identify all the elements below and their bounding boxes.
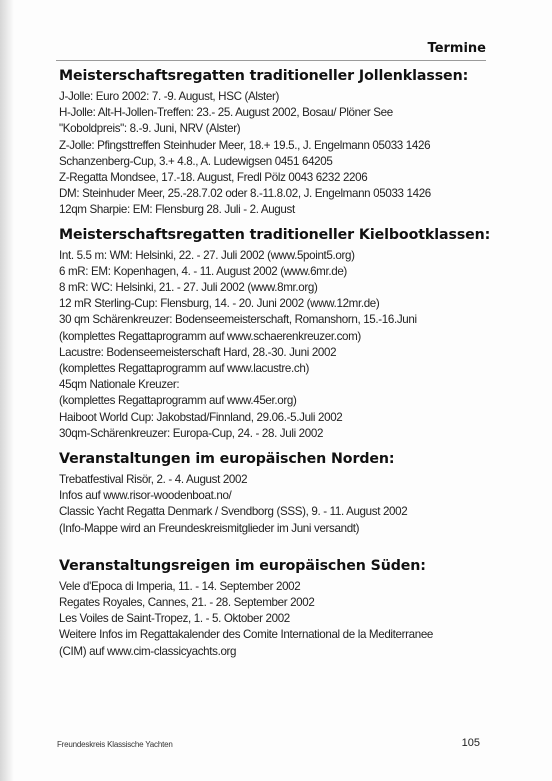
event-line: (komplettes Regattaprogramm auf www.lacustre.ch) — [59, 362, 309, 376]
page-content — [59, 66, 499, 660]
event-line: 45qm Nationale Kreuzer: — [59, 378, 180, 392]
event-line: Regates Royales, Cannes, 21. - 28. September 2002 — [59, 596, 315, 610]
event-line: Les Voiles de Saint-Tropez, 1. - 5. Oktober 2002 — [59, 612, 290, 626]
event-line: J-Jolle: Euro 2002: 7. -9. August, HSC (Alster) — [59, 90, 280, 103]
event-line: Schanzenberg-Cup, 3.+ 4.8., A. Ludewigsen 0451 64205 — [59, 154, 333, 168]
event-line: 8 mR: WC: Helsinki, 21. - 27. Juli 2002 (www.8mr.org) — [59, 281, 318, 295]
section-jollenklassen — [59, 66, 499, 219]
event-line: H-Jolle: Alt-H-Jollen-Treffen: 23.- 25. August 2002, Bosau/ Plöner See — [59, 106, 393, 120]
event-line: Classic Yacht Regatta Denmark / Svendborg (SSS), 9. - 11. August 2002 — [59, 505, 408, 519]
event-list — [59, 89, 499, 219]
event-line: Infos auf www.risor-woodenboat.no/ — [59, 489, 232, 503]
event-list — [59, 579, 499, 660]
page-edge-shadow — [0, 0, 14, 781]
section-europaeischer-norden — [59, 449, 499, 537]
event-line: DM: Steinhuder Meer, 25.-28.7.02 oder 8.-11.8.02, J. Engelmann 05033 1426 — [59, 187, 431, 201]
event-list — [59, 248, 499, 442]
event-line: Haiboot World Cup: Jakobstad/Finnland, 29.06.-5.Juli 2002 — [59, 410, 343, 424]
event-list — [59, 472, 499, 537]
event-line: Lacustre: Bodenseemeisterschaft Hard, 28.-30. Juni 2002 — [59, 345, 337, 359]
running-header-title: Termine — [427, 41, 486, 56]
footer-publisher: Freundeskreis Klassische Yachten — [57, 740, 173, 749]
event-line: (CIM) auf www.cim-classicyachts.org — [59, 644, 237, 658]
section-heading: Meisterschaftsregatten traditioneller Kielbootklassen: — [59, 226, 491, 243]
event-line: Int. 5.5 m: WM: Helsinki, 22. - 27. Juli 2002 (www.5point5.org) — [59, 248, 355, 262]
section-heading: Meisterschaftsregatten traditioneller Jollenklassen: — [59, 68, 469, 84]
event-line: "Koboldpreis": 8.-9. Juni, NRV (Alster) — [59, 122, 241, 136]
section-heading: Veranstaltungen im europäischen Norden: — [59, 451, 395, 468]
event-line: Vele d'Epoca di Imperia, 11. - 14. September 2002 — [59, 579, 301, 593]
event-line: (Info-Mappe wird an Freundeskreismitglieder im Juni versandt) — [59, 521, 360, 535]
section-europaeischer-sueden — [59, 556, 499, 660]
section-kielbootklassen — [59, 225, 499, 442]
event-line: (komplettes Regattaprogramm auf www.45er.org) — [59, 394, 297, 408]
header-rule — [56, 60, 486, 61]
event-line: 12qm Sharpie: EM: Flensburg 28. Juli - 2. August — [59, 203, 295, 217]
page-number: 105 — [461, 737, 480, 749]
event-line: 6 mR: EM: Kopenhagen, 4. - 11. August 2002 (www.6mr.de) — [59, 264, 347, 278]
event-line: Trebatfestival Risör, 2. - 4. August 2002 — [59, 473, 248, 487]
event-line: Weitere Infos im Regattakalender des Comite International de la Mediterranee — [59, 628, 434, 642]
event-line: Z-Jolle: Pfingsttreffen Steinhuder Meer, 18.+ 19.5., J. Engelmann 05033 1426 — [59, 138, 431, 152]
event-line: (komplettes Regattaprogramm auf www.schaerenkreuzer.com) — [59, 329, 361, 343]
event-line: 30qm-Schärenkreuzer: Europa-Cup, 24. - 28. Juli 2002 — [59, 426, 324, 440]
event-line: Z-Regatta Mondsee, 17.-18. August, Fredl Pölz 0043 6232 2206 — [59, 171, 368, 185]
section-heading: Veranstaltungsreigen im europäischen Süden: — [59, 557, 426, 574]
event-line: 12 mR Sterling-Cup: Flensburg, 14. - 20. Juni 2002 (www.12mr.de) — [59, 297, 380, 311]
event-line: 30 qm Schärenkreuzer: Bodenseemeisterschaft, Romanshorn, 15.-16.Juni — [59, 313, 417, 327]
